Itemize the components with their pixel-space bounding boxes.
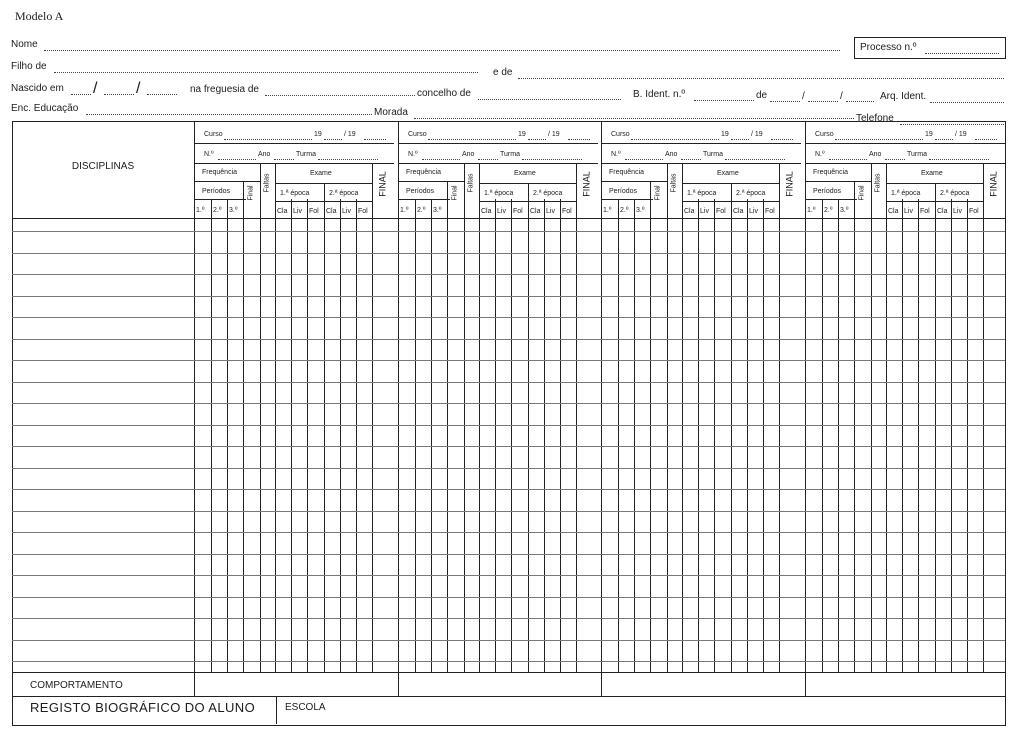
periodo-1-label: 1.º xyxy=(603,207,612,214)
fol-label: Fol xyxy=(716,208,726,215)
nome-label: Nome xyxy=(11,39,38,50)
curso-field[interactable] xyxy=(835,139,923,140)
numero-label: N.º xyxy=(611,151,621,158)
column-line xyxy=(779,163,780,672)
e-de-label: e de xyxy=(493,67,513,78)
curso-year-end: / 19 xyxy=(751,131,763,138)
curso-line xyxy=(398,143,598,144)
header-bottom-line xyxy=(12,218,1005,219)
frequencia-line xyxy=(194,181,260,182)
column-line xyxy=(731,183,732,672)
periodos-label: Períodos xyxy=(202,188,231,195)
epoca-2-label: 2.ª época xyxy=(736,190,766,197)
turma-field[interactable] xyxy=(318,159,378,160)
form-title: REGISTO BIOGRÁFICO DO ALUNO xyxy=(30,700,256,715)
year-start-field[interactable] xyxy=(528,139,546,140)
periodo-3-label: 3.º xyxy=(229,207,238,214)
subject-row-line xyxy=(12,360,1005,361)
column-line xyxy=(983,163,984,672)
column-line xyxy=(747,199,748,672)
frequencia-line xyxy=(805,181,871,182)
enc-field[interactable] xyxy=(86,114,372,115)
concelho-field[interactable] xyxy=(478,99,621,100)
periodos-label: Períodos xyxy=(609,188,638,195)
liv-label: Liv xyxy=(700,208,709,215)
liv-label: Liv xyxy=(342,208,351,215)
turma-label: Turma xyxy=(703,151,723,158)
column-line xyxy=(667,163,668,672)
subject-row-line xyxy=(12,575,1005,576)
periodo-2-label: 2.º xyxy=(824,207,833,214)
nascido-dia-field[interactable] xyxy=(71,94,91,95)
nascido-mes-field[interactable] xyxy=(104,94,134,95)
liv-label: Liv xyxy=(546,208,555,215)
footer-divider xyxy=(276,697,277,724)
nome-field[interactable] xyxy=(44,50,840,51)
periodo-3-label: 3.º xyxy=(636,207,645,214)
periodo-3-label: 3.º xyxy=(433,207,442,214)
bi-dia-field[interactable] xyxy=(770,101,800,102)
bi-slash-2: / xyxy=(840,91,843,102)
epoca-1-label: 1.ª época xyxy=(687,190,717,197)
column-line xyxy=(511,199,512,672)
faltas-label: Faltas xyxy=(467,173,475,193)
curso-label: Curso xyxy=(611,131,630,138)
concelho-label: concelho de xyxy=(417,88,471,99)
year-end-field[interactable] xyxy=(364,139,386,140)
column-line xyxy=(464,163,465,672)
fol-label: Fol xyxy=(969,208,979,215)
telefone-label: Telefone xyxy=(856,113,894,124)
curso-label: Curso xyxy=(204,131,223,138)
turma-label: Turma xyxy=(296,151,316,158)
cla-label: Cla xyxy=(888,208,899,215)
column-line xyxy=(340,199,341,672)
periodos-line xyxy=(398,199,450,200)
subject-row-line xyxy=(12,511,1005,512)
column-line xyxy=(822,199,823,672)
numero-line xyxy=(194,163,394,164)
column-line xyxy=(291,199,292,672)
column-line xyxy=(356,199,357,672)
frequencia-label: Frequência xyxy=(406,169,442,176)
numero-line xyxy=(805,163,1005,164)
frequencia-line xyxy=(398,181,464,182)
bi-label: B. Ident. n.º xyxy=(633,89,686,100)
periodos-line xyxy=(805,199,857,200)
turma-label: Turma xyxy=(500,151,520,158)
cla-label: Cla xyxy=(684,208,695,215)
fol-label: Fol xyxy=(562,208,572,215)
column-line xyxy=(714,199,715,672)
ano-field[interactable] xyxy=(885,159,905,160)
fol-label: Fol xyxy=(358,208,368,215)
cla-label: Cla xyxy=(530,208,541,215)
column-line xyxy=(618,199,619,672)
liv-label: Liv xyxy=(953,208,962,215)
subject-row-line xyxy=(12,425,1005,426)
turma-field[interactable] xyxy=(929,159,989,160)
faltas-label: Faltas xyxy=(670,173,678,193)
curso-line xyxy=(194,143,394,144)
periodo-2-label: 2.º xyxy=(213,207,222,214)
subject-row-line xyxy=(12,554,1005,555)
curso-year-19: 19 xyxy=(925,131,933,138)
morada-label: Morada xyxy=(374,107,408,118)
epoca-1-label: 1.ª época xyxy=(484,190,514,197)
fol-label: Fol xyxy=(309,208,319,215)
comportamento-label: COMPORTAMENTO xyxy=(30,680,123,691)
year-end-field[interactable] xyxy=(568,139,590,140)
curso-line xyxy=(805,143,1005,144)
column-line xyxy=(650,181,651,672)
curso-line xyxy=(601,143,801,144)
column-line xyxy=(918,199,919,672)
column-line xyxy=(871,163,872,672)
final-small-label: Final xyxy=(451,185,459,201)
column-line xyxy=(576,163,577,672)
turma-field[interactable] xyxy=(522,159,582,160)
column-line xyxy=(544,199,545,672)
curso-year-19: 19 xyxy=(721,131,729,138)
exame-label: Exame xyxy=(921,170,943,177)
nascido-em-label: Nascido em xyxy=(11,83,64,94)
epoca-2-label: 2.ª época xyxy=(329,190,359,197)
epoca-1-label: 1.ª época xyxy=(280,190,310,197)
subject-row-line xyxy=(12,618,1005,619)
frequencia-label: Frequência xyxy=(813,169,849,176)
arq-label: Arq. Ident. xyxy=(880,91,927,102)
column-line xyxy=(854,181,855,672)
faltas-label: Faltas xyxy=(874,173,882,193)
record-table xyxy=(12,121,1006,726)
cla-label: Cla xyxy=(277,208,288,215)
column-line xyxy=(243,181,244,672)
subject-row-line xyxy=(12,382,1005,383)
column-line xyxy=(935,183,936,672)
bi-slash-1: / xyxy=(802,91,805,102)
ano-field[interactable] xyxy=(274,159,294,160)
subject-row-line xyxy=(12,532,1005,533)
curso-label: Curso xyxy=(815,131,834,138)
column-line xyxy=(698,199,699,672)
exame-label: Exame xyxy=(310,170,332,177)
numero-line xyxy=(601,163,801,164)
periodo-3-label: 3.º xyxy=(840,207,849,214)
turma-label: Turma xyxy=(907,151,927,158)
bi-de-label: de xyxy=(756,90,768,101)
subject-row-line xyxy=(12,468,1005,469)
subject-row-line xyxy=(12,274,1005,275)
model-label: Modelo A xyxy=(15,9,64,23)
filho-de-label: Filho de xyxy=(11,61,47,72)
final-label: FINAL xyxy=(581,171,592,197)
final-small-label: Final xyxy=(654,185,662,201)
subject-row-line xyxy=(12,296,1005,297)
subject-row-line xyxy=(12,339,1005,340)
subject-row-line xyxy=(12,661,1005,662)
block-border xyxy=(805,121,806,697)
liv-label: Liv xyxy=(904,208,913,215)
column-line xyxy=(951,199,952,672)
ano-label: Ano xyxy=(462,151,475,158)
date-slash-2: / xyxy=(136,80,141,97)
subject-row-line xyxy=(12,231,1005,232)
subject-row-line xyxy=(12,446,1005,447)
curso-field[interactable] xyxy=(428,139,516,140)
nascido-ano-field[interactable] xyxy=(147,94,177,95)
block-border xyxy=(194,121,195,697)
e-de-field[interactable] xyxy=(518,78,1004,79)
column-line xyxy=(528,183,529,672)
curso-year-19: 19 xyxy=(314,131,322,138)
periodo-2-label: 2.º xyxy=(620,207,629,214)
column-line xyxy=(902,199,903,672)
curso-field[interactable] xyxy=(224,139,312,140)
block-border xyxy=(601,121,602,697)
filho-de-field[interactable] xyxy=(54,72,478,73)
curso-year-end: / 19 xyxy=(955,131,967,138)
numero-field[interactable] xyxy=(829,159,867,160)
fol-label: Fol xyxy=(765,208,775,215)
ano-field[interactable] xyxy=(681,159,701,160)
numero-field[interactable] xyxy=(422,159,460,160)
frequencia-line xyxy=(601,181,667,182)
subject-row-line xyxy=(12,597,1005,598)
fol-label: Fol xyxy=(920,208,930,215)
periodo-1-label: 1.º xyxy=(400,207,409,214)
periodo-2-label: 2.º xyxy=(417,207,426,214)
block-border xyxy=(398,121,399,697)
year-end-field[interactable] xyxy=(771,139,793,140)
curso-year-19: 19 xyxy=(518,131,526,138)
subject-row-line xyxy=(12,403,1005,404)
comportamento-top-line xyxy=(12,696,1005,697)
numero-label: N.º xyxy=(815,151,825,158)
liv-label: Liv xyxy=(293,208,302,215)
column-line xyxy=(372,163,373,672)
column-line xyxy=(260,163,261,672)
final-small-label: Final xyxy=(247,185,255,201)
column-line xyxy=(227,199,228,672)
liv-label: Liv xyxy=(497,208,506,215)
column-line xyxy=(634,199,635,672)
cla-label: Cla xyxy=(937,208,948,215)
column-line xyxy=(211,199,212,672)
epoca-2-label: 2.ª época xyxy=(940,190,970,197)
column-line xyxy=(967,199,968,672)
periodo-1-label: 1.º xyxy=(807,207,816,214)
subject-row-line xyxy=(12,317,1005,318)
column-line xyxy=(447,181,448,672)
numero-field[interactable] xyxy=(218,159,256,160)
curso-field[interactable] xyxy=(631,139,719,140)
periodo-1-label: 1.º xyxy=(196,207,205,214)
liv-label: Liv xyxy=(749,208,758,215)
enc-label: Enc. Educação xyxy=(11,103,79,114)
cla-label: Cla xyxy=(326,208,337,215)
ano-label: Ano xyxy=(869,151,882,158)
frequencia-label: Frequência xyxy=(609,169,645,176)
ano-label: Ano xyxy=(665,151,678,158)
column-line xyxy=(415,199,416,672)
morada-field[interactable] xyxy=(414,118,854,119)
cla-label: Cla xyxy=(733,208,744,215)
periodos-label: Períodos xyxy=(406,188,435,195)
column-line xyxy=(307,199,308,672)
column-line xyxy=(763,199,764,672)
subject-row-line xyxy=(12,253,1005,254)
turma-field[interactable] xyxy=(725,159,785,160)
year-start-field[interactable] xyxy=(935,139,953,140)
epoca-2-label: 2.ª época xyxy=(533,190,563,197)
column-line xyxy=(479,163,480,672)
periodos-line xyxy=(194,199,246,200)
numero-field[interactable] xyxy=(625,159,663,160)
periodos-label: Períodos xyxy=(813,188,842,195)
year-end-field[interactable] xyxy=(975,139,997,140)
frequencia-label: Frequência xyxy=(202,169,238,176)
final-label: FINAL xyxy=(377,171,388,197)
year-start-field[interactable] xyxy=(324,139,342,140)
column-line xyxy=(324,183,325,672)
curso-year-end: / 19 xyxy=(344,131,356,138)
column-line xyxy=(495,199,496,672)
final-small-label: Final xyxy=(858,185,866,201)
column-line xyxy=(560,199,561,672)
processo-label: Processo n.º xyxy=(860,42,917,53)
cla-label: Cla xyxy=(481,208,492,215)
numero-label: N.º xyxy=(204,151,214,158)
ano-field[interactable] xyxy=(478,159,498,160)
subject-row-line xyxy=(12,640,1005,641)
faltas-label: Faltas xyxy=(263,173,271,193)
column-line xyxy=(682,163,683,672)
processo-field[interactable] xyxy=(925,53,999,54)
year-start-field[interactable] xyxy=(731,139,749,140)
bi-mes-field[interactable] xyxy=(808,101,838,102)
column-line xyxy=(886,163,887,672)
date-slash-1: / xyxy=(93,80,98,97)
curso-year-end: / 19 xyxy=(548,131,560,138)
periodos-line xyxy=(601,199,653,200)
subject-row-line xyxy=(12,489,1005,490)
epoca-1-label: 1.ª época xyxy=(891,190,921,197)
freguesia-label: na freguesia de xyxy=(190,84,259,95)
arq-field[interactable] xyxy=(930,102,1004,103)
numero-label: N.º xyxy=(408,151,418,158)
freguesia-field[interactable] xyxy=(265,95,415,96)
bi-ano-field[interactable] xyxy=(846,101,874,102)
column-line xyxy=(431,199,432,672)
final-label: FINAL xyxy=(988,171,999,197)
disciplinas-header: DISCIPLINAS xyxy=(71,161,135,172)
curso-label: Curso xyxy=(408,131,427,138)
fol-label: Fol xyxy=(513,208,523,215)
exame-label: Exame xyxy=(717,170,739,177)
rows-bottom-line xyxy=(12,672,1005,673)
final-label: FINAL xyxy=(784,171,795,197)
exame-label: Exame xyxy=(514,170,536,177)
bi-field[interactable] xyxy=(694,100,754,101)
ano-label: Ano xyxy=(258,151,271,158)
numero-line xyxy=(398,163,598,164)
column-line xyxy=(838,199,839,672)
escola-label: ESCOLA xyxy=(285,702,326,713)
column-line xyxy=(275,163,276,672)
